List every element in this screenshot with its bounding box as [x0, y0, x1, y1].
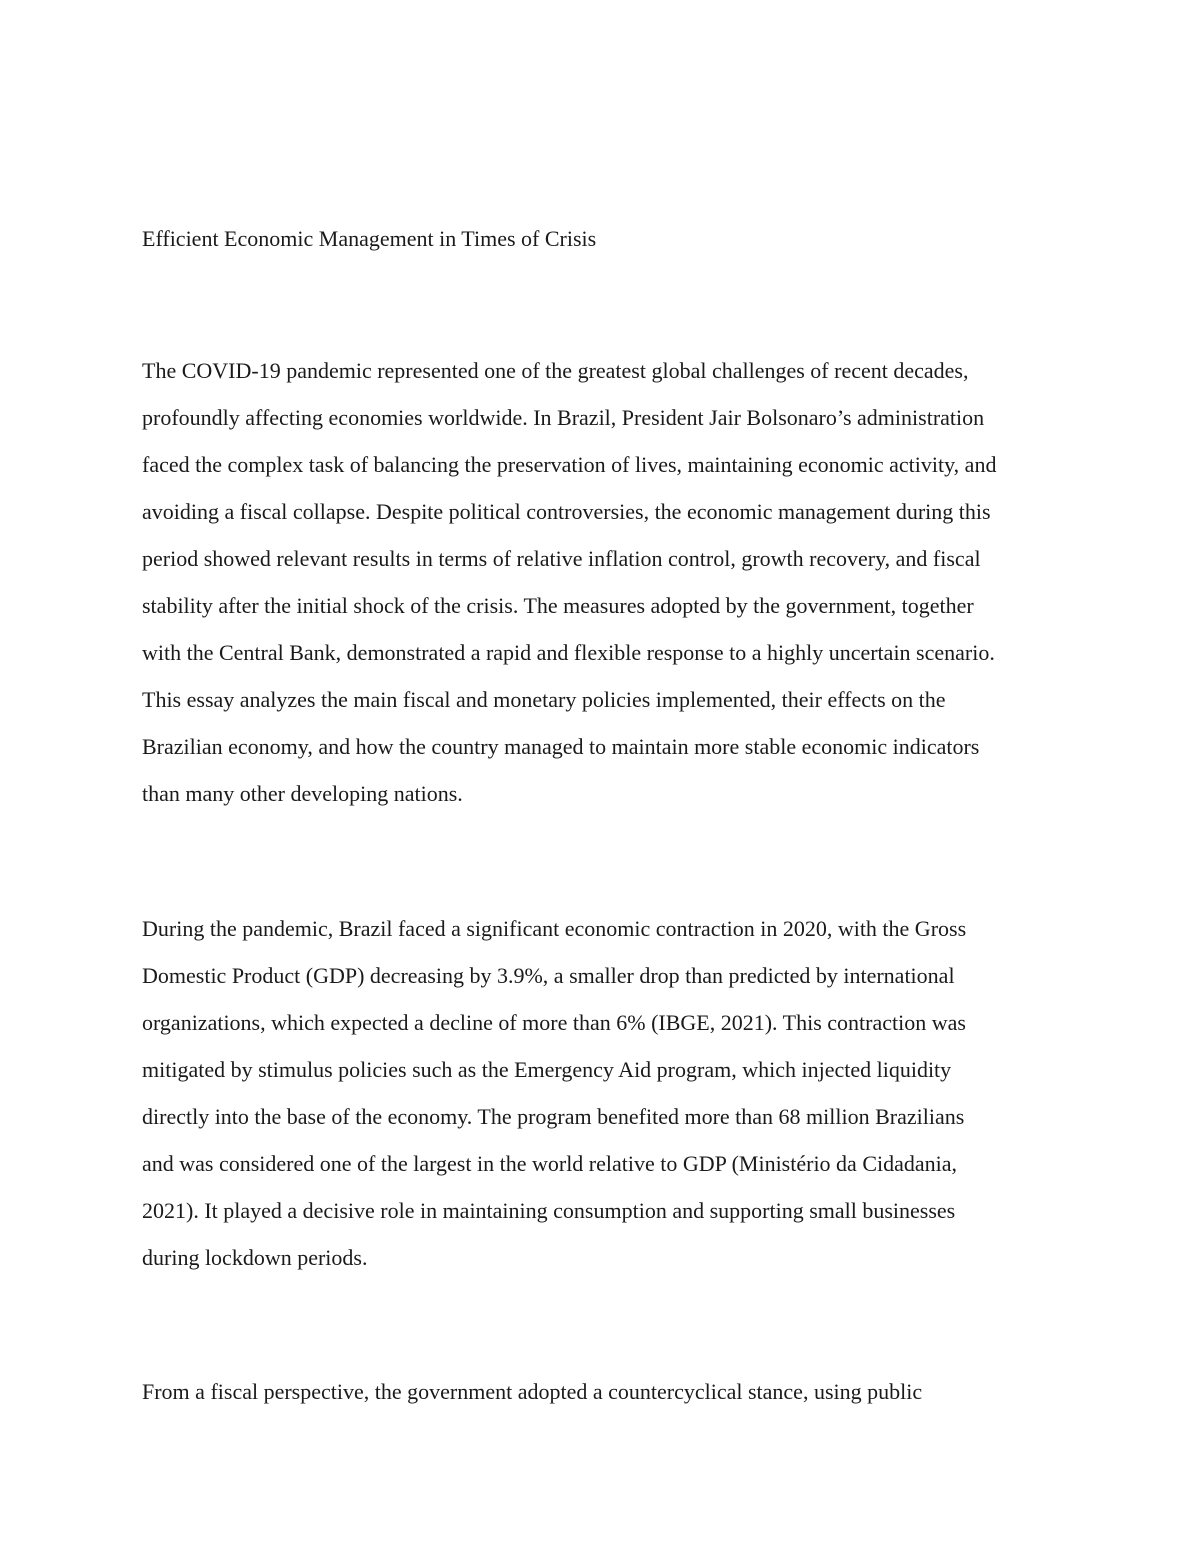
text-line: profoundly affecting economies worldwide. In Brazil, President Jair Bolsonaro’s administration: [142, 405, 985, 430]
document-title: Efficient Economic Management in Times of Crisis: [142, 226, 597, 251]
text-line: Domestic Product (GDP) decreasing by 3.9%, a smaller drop than predicted by international: [142, 963, 955, 988]
text-line: 2021). It played a decisive role in maintaining consumption and supporting small businesses: [142, 1198, 956, 1223]
text-line: faced the complex task of balancing the preservation of lives, maintaining economic activity, and: [142, 452, 997, 477]
text-line: This essay analyzes the main fiscal and monetary policies implemented, their effects on the: [142, 687, 946, 712]
text-line: period showed relevant results in terms of relative inflation control, growth recovery, and fiscal: [142, 546, 981, 571]
text-line: The COVID-19 pandemic represented one of the greatest global challenges of recent decades,: [142, 358, 969, 383]
text-line: with the Central Bank, demonstrated a rapid and flexible response to a highly uncertain scenario.: [142, 640, 995, 665]
paragraph-introduction: [142, 357, 996, 827]
text-line: From a fiscal perspective, the government adopted a countercyclical stance, using public: [142, 1379, 923, 1404]
paragraph-gdp-contraction: [142, 915, 966, 1291]
text-line: mitigated by stimulus policies such as the Emergency Aid program, which injected liquidity: [142, 1057, 952, 1082]
text-line: than many other developing nations.: [142, 781, 463, 806]
text-line: organizations, which expected a decline of more than 6% (IBGE, 2021). This contraction was: [142, 1010, 966, 1035]
text-line: directly into the base of the economy. The program benefited more than 68 million Brazilians: [142, 1104, 965, 1129]
text-line: and was considered one of the largest in the world relative to GDP (Ministério da Cidadania,: [142, 1151, 958, 1176]
text-line: Brazilian economy, and how the country managed to maintain more stable economic indicators: [142, 734, 980, 759]
text-line: during lockdown periods.: [142, 1245, 368, 1270]
text-line: During the pandemic, Brazil faced a significant economic contraction in 2020, with the Gross: [142, 916, 967, 941]
paragraph-fiscal-perspective: [142, 1378, 922, 1425]
text-line: avoiding a fiscal collapse. Despite political controversies, the economic management during this: [142, 499, 991, 524]
text-line: stability after the initial shock of the crisis. The measures adopted by the government, together: [142, 593, 974, 618]
